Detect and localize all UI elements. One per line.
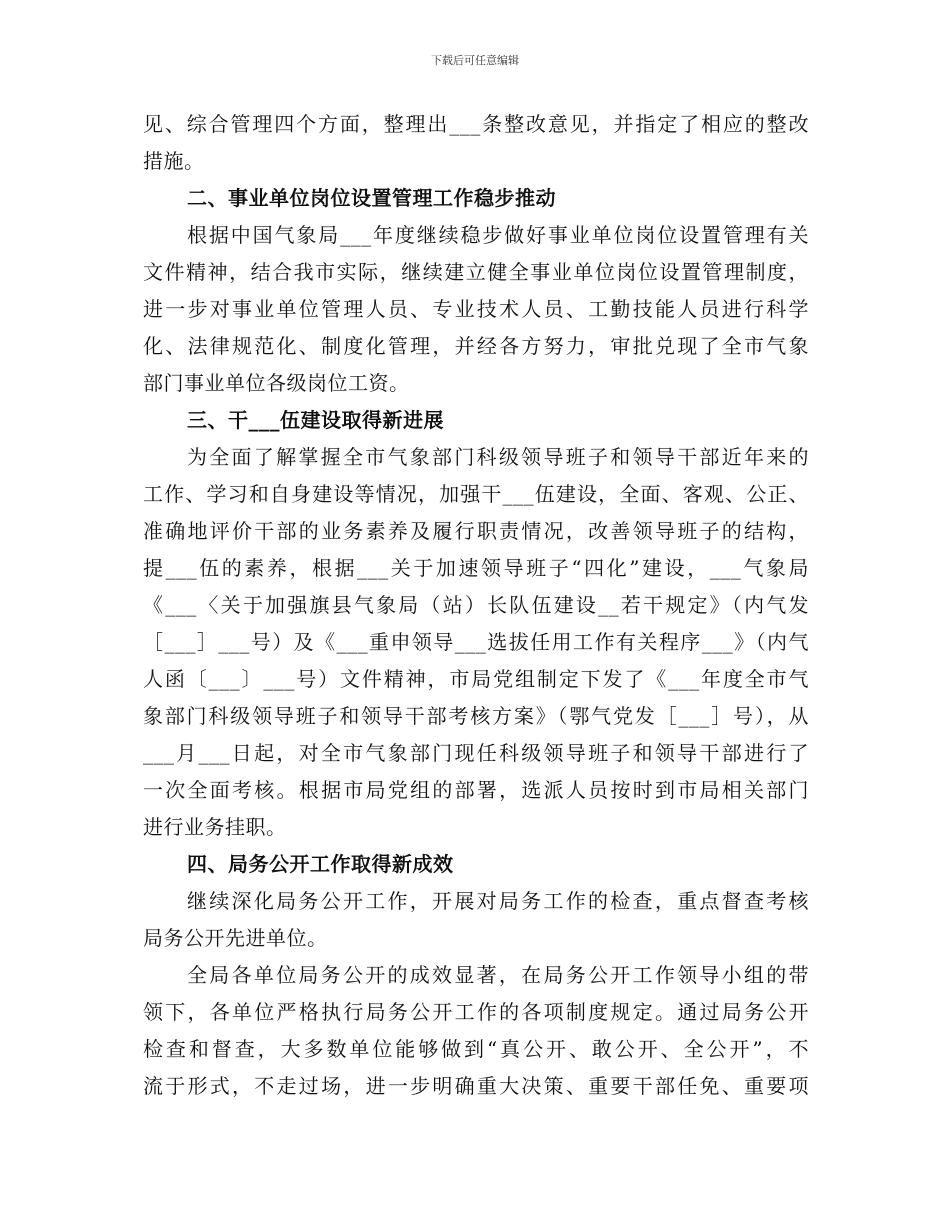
paragraph-line: 为全面了解掌握全市气象部门科级领导班子和领导干部近年来的	[187, 445, 809, 469]
paragraph-line: 检查和督查，大多数单位能够做到“真公开、敢公开、全公开”，不	[143, 1037, 809, 1061]
paragraph-line: 进行业务挂职。	[143, 815, 287, 839]
paragraph-line: 文件精神，结合我市实际，继续建立健全事业单位岗位设置管理制度，	[143, 260, 809, 284]
header-note: 下载后可任意编辑	[431, 54, 519, 67]
document-body	[143, 106, 809, 1105]
paragraph-line: ［___］___号）及《___重申领导___选拔任用工作有关程序___》（内气	[143, 630, 809, 654]
paragraph-line: 《___〈关于加强旗县气象局（站）长队伍建设__若干规定》（内气发	[143, 593, 809, 617]
paragraph-line: 工作、学习和自身建设等情况，加强干___伍建设，全面、客观、公正、	[143, 482, 809, 506]
section-heading-2: 二、事业单位岗位设置管理工作稳步推动	[187, 186, 556, 210]
section-heading-4: 四、局务公开工作取得新成效	[187, 852, 454, 876]
paragraph-line: 根据中国气象局___年度继续稳步做好事业单位岗位设置管理有关	[187, 223, 809, 247]
paragraph-line: 提___伍的素养，根据___关于加速领导班子“四化”建设，___气象局	[143, 556, 809, 580]
paragraph-line: 进一步对事业单位管理人员、专业技术人员、工勤技能人员进行科学	[143, 297, 809, 321]
paragraph-line: 全局各单位局务公开的成效显著，在局务公开工作领导小组的带	[187, 963, 809, 987]
paragraph-line: 象部门科级领导班子和领导干部考核方案》（鄂气党发［___］号），从	[143, 704, 809, 728]
paragraph-line: 措施。	[143, 149, 205, 173]
paragraph-line: 流于形式，不走过场，进一步明确重大决策、重要干部任免、重要项	[143, 1074, 809, 1098]
paragraph-line: 部门事业单位各级岗位工资。	[143, 371, 410, 395]
paragraph-line: 局务公开先进单位。	[143, 926, 328, 950]
paragraph-line: 见、综合管理四个方面，整理出___条整改意见，并指定了相应的整改	[143, 112, 809, 136]
paragraph-line: 领下，各单位严格执行局务公开工作的各项制度规定。通过局务公开	[143, 1000, 809, 1024]
paragraph-line: 准确地评价干部的业务素养及履行职责情况，改善领导班子的结构，	[143, 519, 809, 543]
paragraph-line: 化、法律规范化、制度化管理，并经各方努力，审批兑现了全市气象	[143, 334, 809, 358]
paragraph-line: 继续深化局务公开工作，开展对局务工作的检查，重点督查考核	[187, 889, 809, 913]
paragraph-line: 一次全面考核。根据市局党组的部署，选派人员按时到市局相关部门	[143, 778, 809, 802]
section-heading-3: 三、干___伍建设取得新进展	[187, 408, 444, 432]
paragraph-line: ___月___日起，对全市气象部门现任科级领导班子和领导干部进行了	[143, 741, 809, 765]
paragraph-line: 人函〔___〕___号）文件精神，市局党组制定下发了《___年度全市气	[143, 667, 809, 691]
